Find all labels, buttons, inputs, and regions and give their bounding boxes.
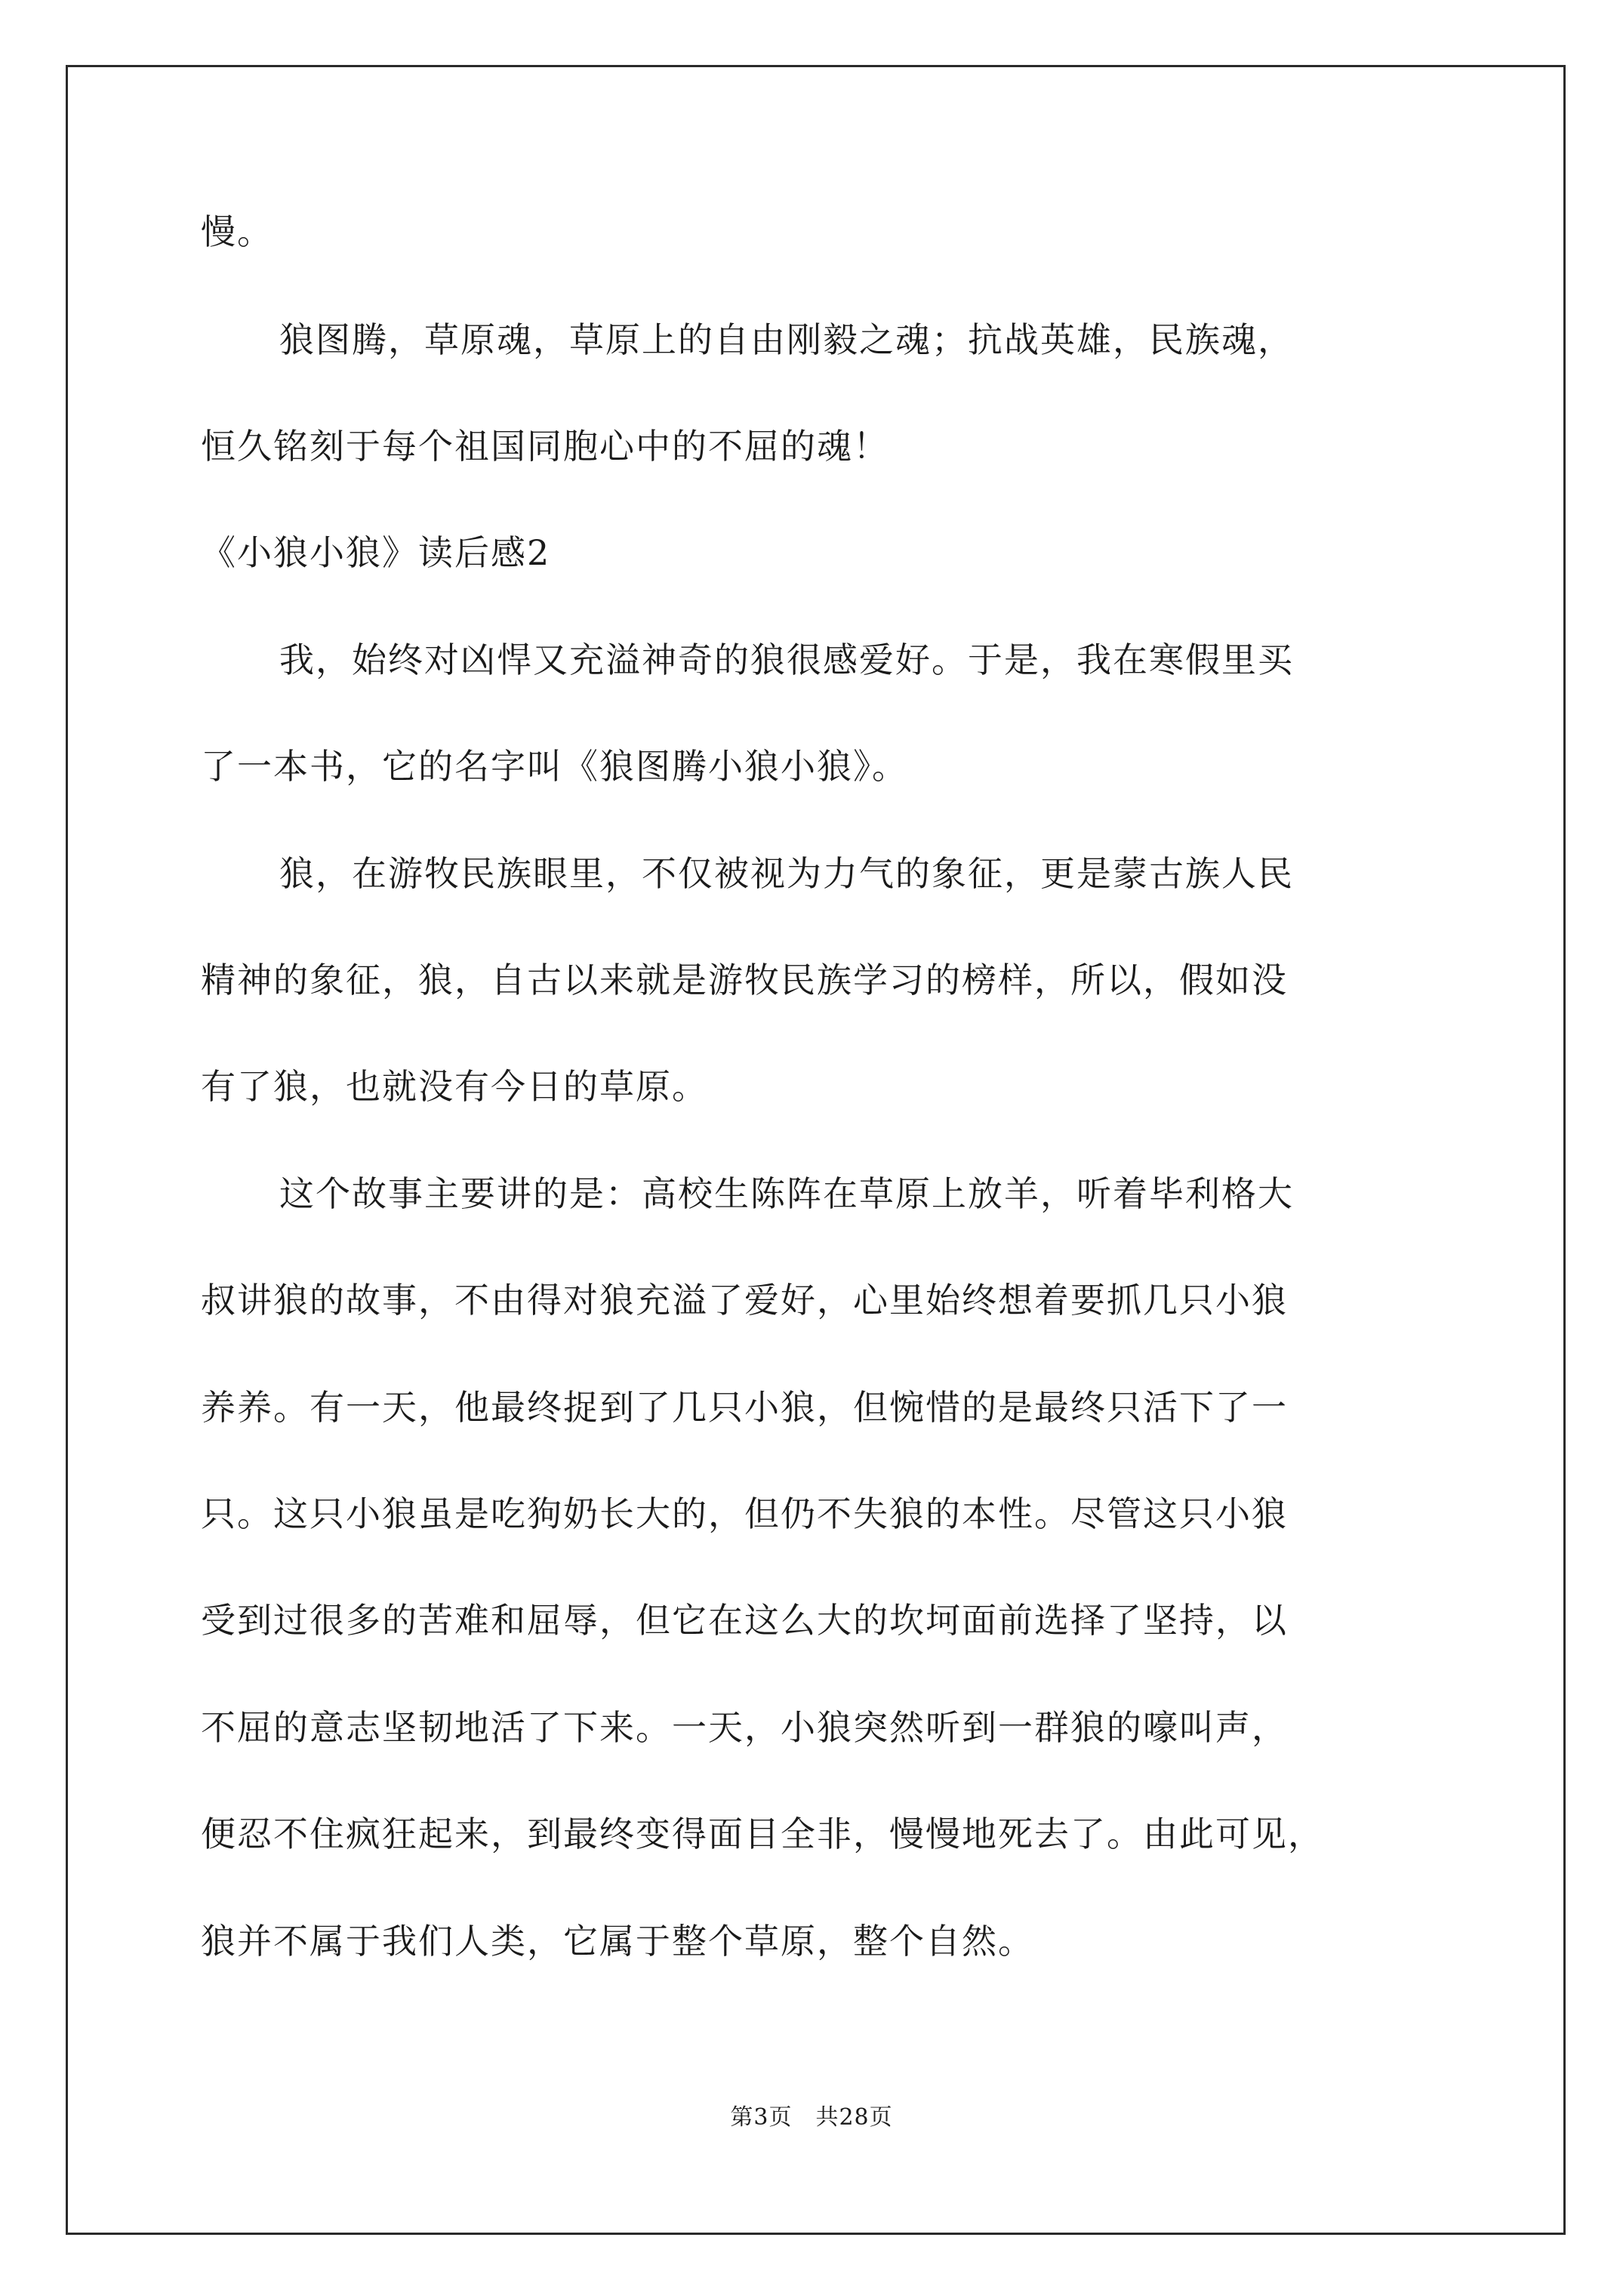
text-line: 叔讲狼的故事，不由得对狼充溢了爱好，心里始终想着要抓几只小狼 bbox=[201, 1280, 1288, 1321]
text-line: 恒久铭刻于每个祖国同胞心中的不屈的魂！ bbox=[201, 426, 889, 467]
section-heading: 《小狼小狼》读后感2 bbox=[201, 532, 551, 573]
text-line: 了一本书，它的名字叫《狼图腾小狼小狼》。 bbox=[201, 746, 908, 787]
text-line: 精神的象征，狼，自古以来就是游牧民族学习的榜样，所以，假如没 bbox=[201, 960, 1288, 1000]
text-line: 我，始终对凶悍又充溢神奇的狼很感爱好。于是，我在寒假里买 bbox=[279, 639, 1294, 680]
text-line: 狼图腾，草原魂，草原上的自由刚毅之魂；抗战英雄，民族魂， bbox=[279, 319, 1294, 360]
text-line: 狼并不属于我们人类，它属于整个草原，整个自然。 bbox=[201, 1921, 1034, 1962]
text-line: 便忍不住疯狂起来，到最终变得面目全非，慢慢地死去了。由此可见， bbox=[201, 1814, 1324, 1854]
text-line: 只。这只小狼虽是吃狗奶长大的，但仍不失狼的本性。尽管这只小狼 bbox=[201, 1493, 1288, 1534]
text-line: 受到过很多的苦难和屈辱，但它在这么大的坎坷面前选择了坚持，以 bbox=[201, 1600, 1288, 1641]
text-line: 不屈的意志坚韧地活了下来。一天，小狼突然听到一群狼的嚎叫声， bbox=[201, 1707, 1288, 1748]
page-number-footer: 第3页 共28页 bbox=[730, 2104, 893, 2131]
text-line: 慢。 bbox=[201, 211, 273, 252]
text-line: 养养。有一天，他最终捉到了几只小狼，但惋惜的是最终只活下了一 bbox=[201, 1387, 1288, 1428]
text-line: 有了狼，也就没有今日的草原。 bbox=[201, 1066, 708, 1107]
page-border bbox=[66, 65, 1566, 2235]
text-line: 这个故事主要讲的是：高校生陈阵在草原上放羊，听着毕利格大 bbox=[279, 1173, 1294, 1214]
text-line: 狼，在游牧民族眼里，不仅被视为力气的象征，更是蒙古族人民 bbox=[279, 853, 1294, 894]
